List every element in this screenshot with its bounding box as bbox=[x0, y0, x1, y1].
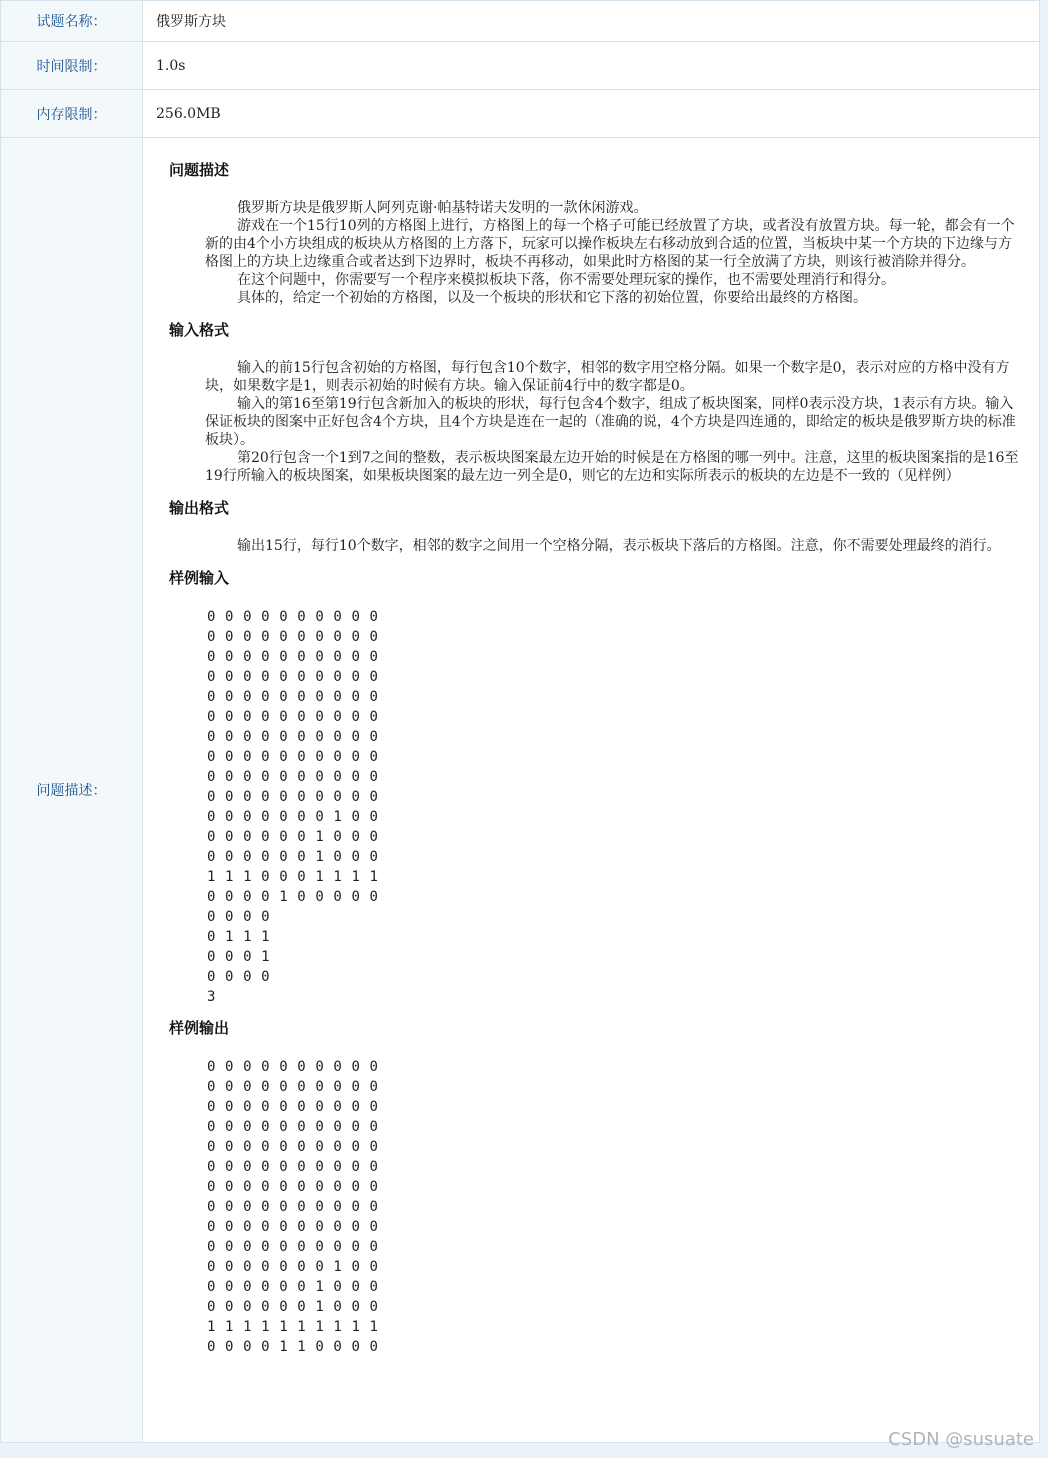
problem-paragraph: 具体的，给定一个初始的方格图，以及一个板块的形状和它下落的初始位置，你要给出最终的方格图。 bbox=[237, 290, 867, 306]
input-format-paragraph: 输入的第16至第19行包含新加入的板块的形状，每行包含4个数字，组成了板块图案，同样0表示没方块，1表示有方块。输入保证板块的图案中正好包含4个方块，且4个方块是连在一起的（准确的说，4个方块是四连通的，即给定的板块是俄罗斯方块的标准板块）。 bbox=[205, 396, 1016, 448]
sample-output-grid: 0 0 0 0 0 0 0 0 0 0 0 0 0 0 0 0 0 0 0 0 0 0 0 0 0 0 0 0 0 0 0 0 0 0 0 0 0 0 0 0 0 0 0 0 0 0 0 0 0 0 0 0 0 0 0 0 0 0 0 0 0 0 0 0 0 0 0 0 0 0 0 0 0 0 0 0 0 0 0 0 0 0 0 0 0 0 0 0 0 0 0 0 0 0 0 0 0 0 0 0 0 0 0 0 0 0 0 1 0 0 0 0 0 0 0 0 1 0 0 0 0 0 0 0 0 0 1 0 0 0 1 1 1 1 1 1 1 1 1 1 0 0 0 0 1 1 0 0 0 0 bbox=[207, 1059, 379, 1355]
row-memory-limit bbox=[1, 90, 1040, 138]
description-label: 问题描述： bbox=[1, 138, 143, 1443]
problem-paragraph: 游戏在一个15行10列的方格图上进行，方格图上的每一个格子可能已经放置了方块，或者没有放置方块。每一轮，都会有一个新的由4个小方块组成的板块从方格图的上方落下，玩家可以操作板块左右移动放到合适的位置，当板块中某一个方块的下边缘与方格图上的方块上边缘重合或者达到下边界时，板块不再移动，如果此时方格图的某一行全放满了方块，则该行被消除并得分。 bbox=[205, 218, 1015, 270]
problem-paragraph: 俄罗斯方块是俄罗斯人阿列克谢·帕基特诺夫发明的一款休闲游戏。 bbox=[237, 200, 648, 216]
input-format-title: 输入格式 bbox=[169, 321, 230, 339]
name-label: 试题名称： bbox=[1, 1, 143, 42]
time-limit-value: 1.0s bbox=[143, 42, 1040, 90]
sample-input-grid: 0 0 0 0 0 0 0 0 0 0 0 0 0 0 0 0 0 0 0 0 0 0 0 0 0 0 0 0 0 0 0 0 0 0 0 0 0 0 0 0 0 0 0 0 0 0 0 0 0 0 0 0 0 0 0 0 0 0 0 0 0 0 0 0 0 0 0 0 0 0 0 0 0 0 0 0 0 0 0 0 0 0 0 0 0 0 0 0 0 0 0 0 0 0 0 0 0 0 0 0 0 0 0 0 0 0 0 1 0 0 0 0 0 0 0 0 1 0 0 0 0 0 0 0 0 0 1 0 0 0 1 1 1 0 0 0 1 1 1 1 0 0 0 0 1 0 0 0 0 0 0 0 0 0 0 1 1 1 0 0 0 1 0 0 0 0 3 bbox=[207, 609, 379, 1005]
input-format-section bbox=[169, 321, 1022, 485]
memory-limit-value: 256.0MB bbox=[143, 90, 1040, 138]
name-value: 俄罗斯方块 bbox=[143, 1, 1040, 42]
problem-paragraph: 在这个问题中，你需要写一个程序来模拟板块下落，你不需要处理玩家的操作，也不需要处理消行和得分。 bbox=[237, 272, 895, 288]
output-format-title: 输出格式 bbox=[169, 499, 230, 517]
row-problem-name bbox=[1, 1, 1040, 42]
sample-input-section bbox=[169, 569, 1022, 1007]
csdn-watermark: CSDN @susuate bbox=[888, 1429, 1034, 1450]
description-cell bbox=[143, 138, 1040, 1443]
sample-output-title: 样例输出 bbox=[169, 1019, 230, 1037]
input-format-paragraph: 输入的前15行包含初始的方格图，每行包含10个数字，相邻的数字用空格分隔。如果一个数字是0，表示对应的方格中没有方块，如果数字是1，则表示初始的时候有方块。输入保证前4行中的数字都是0。 bbox=[205, 360, 1010, 394]
row-time-limit bbox=[1, 42, 1040, 90]
row-description bbox=[1, 138, 1040, 1443]
problem-title: 问题描述 bbox=[169, 161, 230, 179]
time-limit-label: 时间限制： bbox=[1, 42, 143, 90]
problem-section bbox=[169, 161, 1022, 307]
input-format-paragraph: 第20行包含一个1到7之间的整数，表示板块图案最左边开始的时候是在方格图的哪一列中。注意，这里的板块图案指的是16至19行所输入的板块图案，如果板块图案的最左边一列全是0，则它的左边和实际所表示的板块的左边是不一致的（见样例） bbox=[205, 450, 1019, 484]
sample-input-title: 样例输入 bbox=[169, 569, 230, 587]
output-format-section bbox=[169, 499, 1022, 555]
sample-output-section bbox=[169, 1019, 1022, 1357]
output-format-paragraph: 输出15行，每行10个数字，相邻的数字之间用一个空格分隔，表示板块下落后的方格图。注意，你不需要处理最终的消行。 bbox=[237, 538, 1001, 554]
memory-limit-label: 内存限制： bbox=[1, 90, 143, 138]
